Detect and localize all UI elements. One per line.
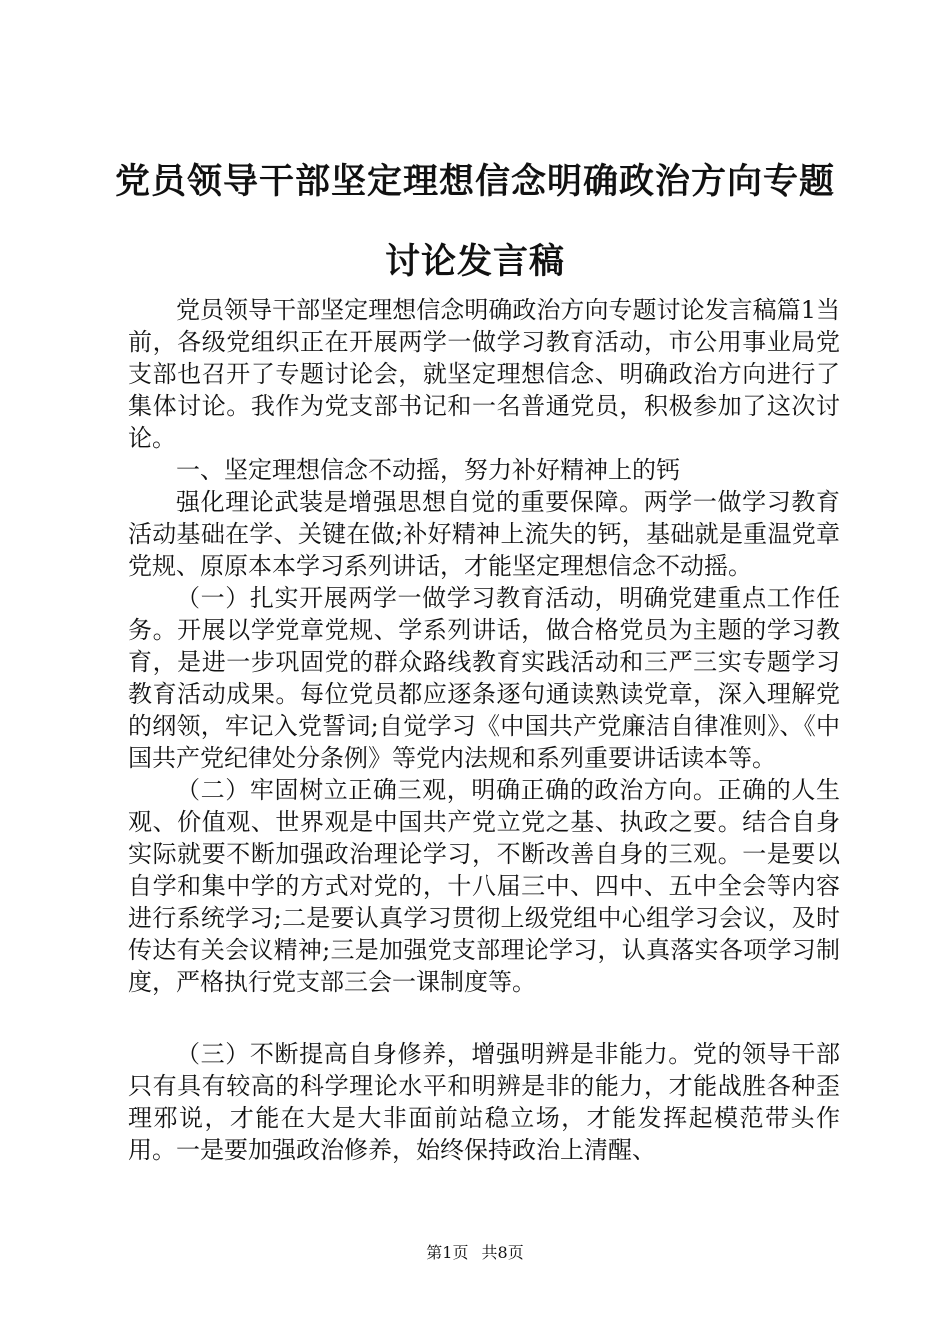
- document-title-line-1: 党员领导干部坚定理想信念明确政治方向专题: [114, 161, 835, 202]
- page-footer: [0, 1243, 950, 1263]
- page-number: 第1页: [426, 1243, 469, 1262]
- paragraph-heading-1: 一、坚定理想信念不动摇，努力补好精神上的钙: [176, 456, 680, 484]
- paragraph-theory: 强化理论武装是增强思想自觉的重要保障。两学一做学习教育活动基础在学、关键在做;补好精神上流失的钙，基础就是重温党章党规、原原本本学习系列讲话，才能坚定理想信念不动摇。: [128, 488, 840, 580]
- document-body: [128, 294, 840, 1166]
- page-total: 共8页: [481, 1243, 524, 1262]
- paragraph-section-3: （三）不断提高自身修养，增强明辨是非能力。党的领导干部只有具有较高的科学理论水平和明辨是非的能力，才能战胜各种歪理邪说，才能在大是大非面前站稳立场，才能发挥起模范带头作用。一是要加强政治修养，始终保持政治上清醒、: [128, 1040, 840, 1164]
- document-title-line-2: 讨论发言稿: [384, 241, 565, 282]
- paragraph-section-2: （二）牢固树立正确三观，明确正确的政治方向。正确的人生观、价值观、世界观是中国共产党立党之基、执政之要。结合自身实际就要不断加强政治理论学习，不断改善自身的三观。一是要以自学和集中学的方式对党的，十八届三中、四中、五中全会等内容进行系统学习;二是要认真学习贯彻上级党组中心组学习会议，及时传达有关会议精神;三是加强党支部理论学习，认真落实各项学习制度，严格执行党支部三会一课制度等。: [128, 776, 840, 996]
- paragraph-section-1: （一）扎实开展两学一做学习教育活动，明确党建重点工作任务。开展以学党章党规、学系列讲话，做合格党员为主题的学习教育，是进一步巩固党的群众路线教育实践活动和三严三实专题学习教育活动成果。每位党员都应逐条逐句通读熟读党章，深入理解党的纲领，牢记入党誓词;自觉学习《中国共产党廉洁自律准则》、《中国共产党纪律处分条例》等党内法规和系列重要讲话读本等。: [128, 584, 840, 772]
- paragraph-intro: 党员领导干部坚定理想信念明确政治方向专题讨论发言稿篇1当前，各级党组织正在开展两学一做学习教育活动，市公用事业局党支部也召开了专题讨论会，就坚定理想信念、明确政治方向进行了集体讨论。我作为党支部书记和一名普通党员，积极参加了这次讨论。: [128, 296, 840, 452]
